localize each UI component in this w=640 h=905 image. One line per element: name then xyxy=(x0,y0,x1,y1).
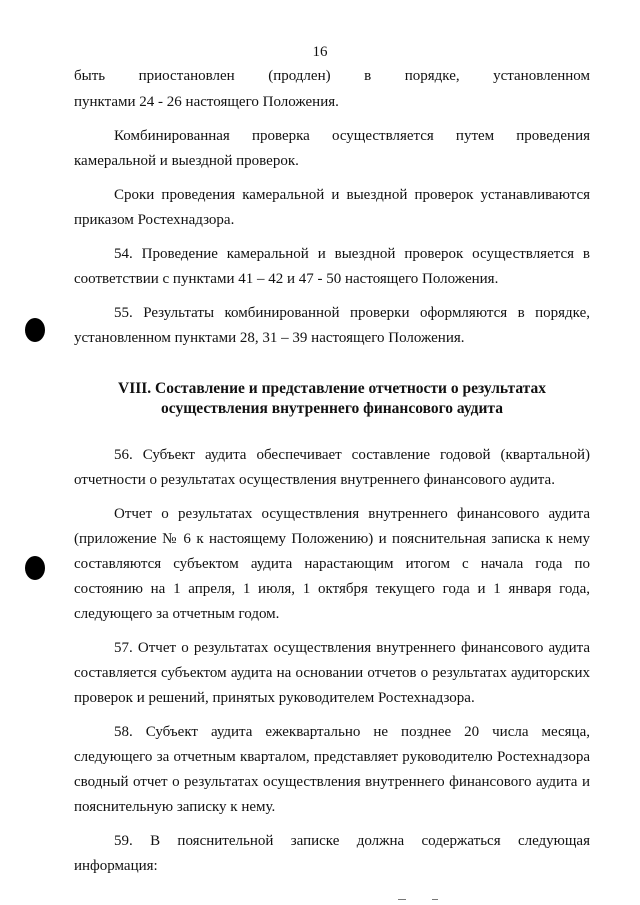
section-heading-line1: VIII. Составление и представление отчетности о результатах xyxy=(118,380,546,397)
punch-hole-bottom xyxy=(25,556,45,580)
spacer xyxy=(74,293,590,301)
paragraph-58: 58. Субъект аудита ежеквартально не позднее 20 числа месяца, следующего за отчетным кварталом, представляет руководителю Ростехнадзора сводный отчет о результатах осуществления внутреннего финансового аудита и пояснительную записку к нему. xyxy=(74,724,590,815)
spacer xyxy=(74,712,590,720)
paragraph: Сроки проведения камеральной и выездной проверок устанавливаются приказом Ростехнадзора. xyxy=(74,187,590,228)
page-number: 16 xyxy=(312,44,328,60)
spacer xyxy=(74,234,590,242)
punch-hole-top xyxy=(25,318,45,342)
paragraph: Комбинированная проверка осуществляется путем проведения камеральной и выездной проверок. xyxy=(74,128,590,169)
paragraph-57: 57. Отчет о результатах осуществления внутреннего финансового аудита составляется субъектом аудита на основании отчетов о результатах аудиторских проверок и решений, принятых руководителем Ростехнадзора. xyxy=(74,640,590,706)
spacer xyxy=(74,821,590,829)
spacer xyxy=(74,628,590,636)
paragraph-54: 54. Проведение камеральной и выездной проверок осуществляется в соответствии с пунктами 41 – 42 и 47 - 50 настоящего Положения. xyxy=(74,246,590,287)
paragraph: Отчет о результатах осуществления внутреннего финансового аудита (приложение № 6 к настоящему Положению) и пояснительная записка к нему составляются субъектом аудита нарастающим итогом с начала года по состоянию на 1 апреля, 1 июля, 1 октября текущего года и 1 января года, следующего за отчетным годом. xyxy=(74,506,590,622)
spacer xyxy=(74,116,590,124)
paragraph-continued-line1: быть приостановлен (продлен) в порядке, установленном xyxy=(74,68,590,84)
scan-edge-mark xyxy=(398,899,406,900)
section-heading-line2: осуществления внутреннего финансового аудита xyxy=(161,400,503,417)
paragraph-56: 56. Субъект аудита обеспечивает составление годовой (квартальной) отчетности о результатах осуществления внутреннего финансового аудита. xyxy=(74,447,590,488)
spacer xyxy=(74,494,590,502)
spacer xyxy=(74,175,590,183)
section-heading xyxy=(74,379,590,419)
paragraph-continued-line2: пунктами 24 - 26 настоящего Положения. xyxy=(74,94,339,110)
document-body xyxy=(74,64,590,880)
scan-edge-mark xyxy=(432,899,438,900)
paragraph-55: 55. Результаты комбинированной проверки оформляются в порядке, установленном пунктами 28, 31 – 39 настоящего Положения. xyxy=(74,305,590,346)
paragraph-59: 59. В пояснительной записке должна содержаться следующая информация: xyxy=(74,833,590,874)
